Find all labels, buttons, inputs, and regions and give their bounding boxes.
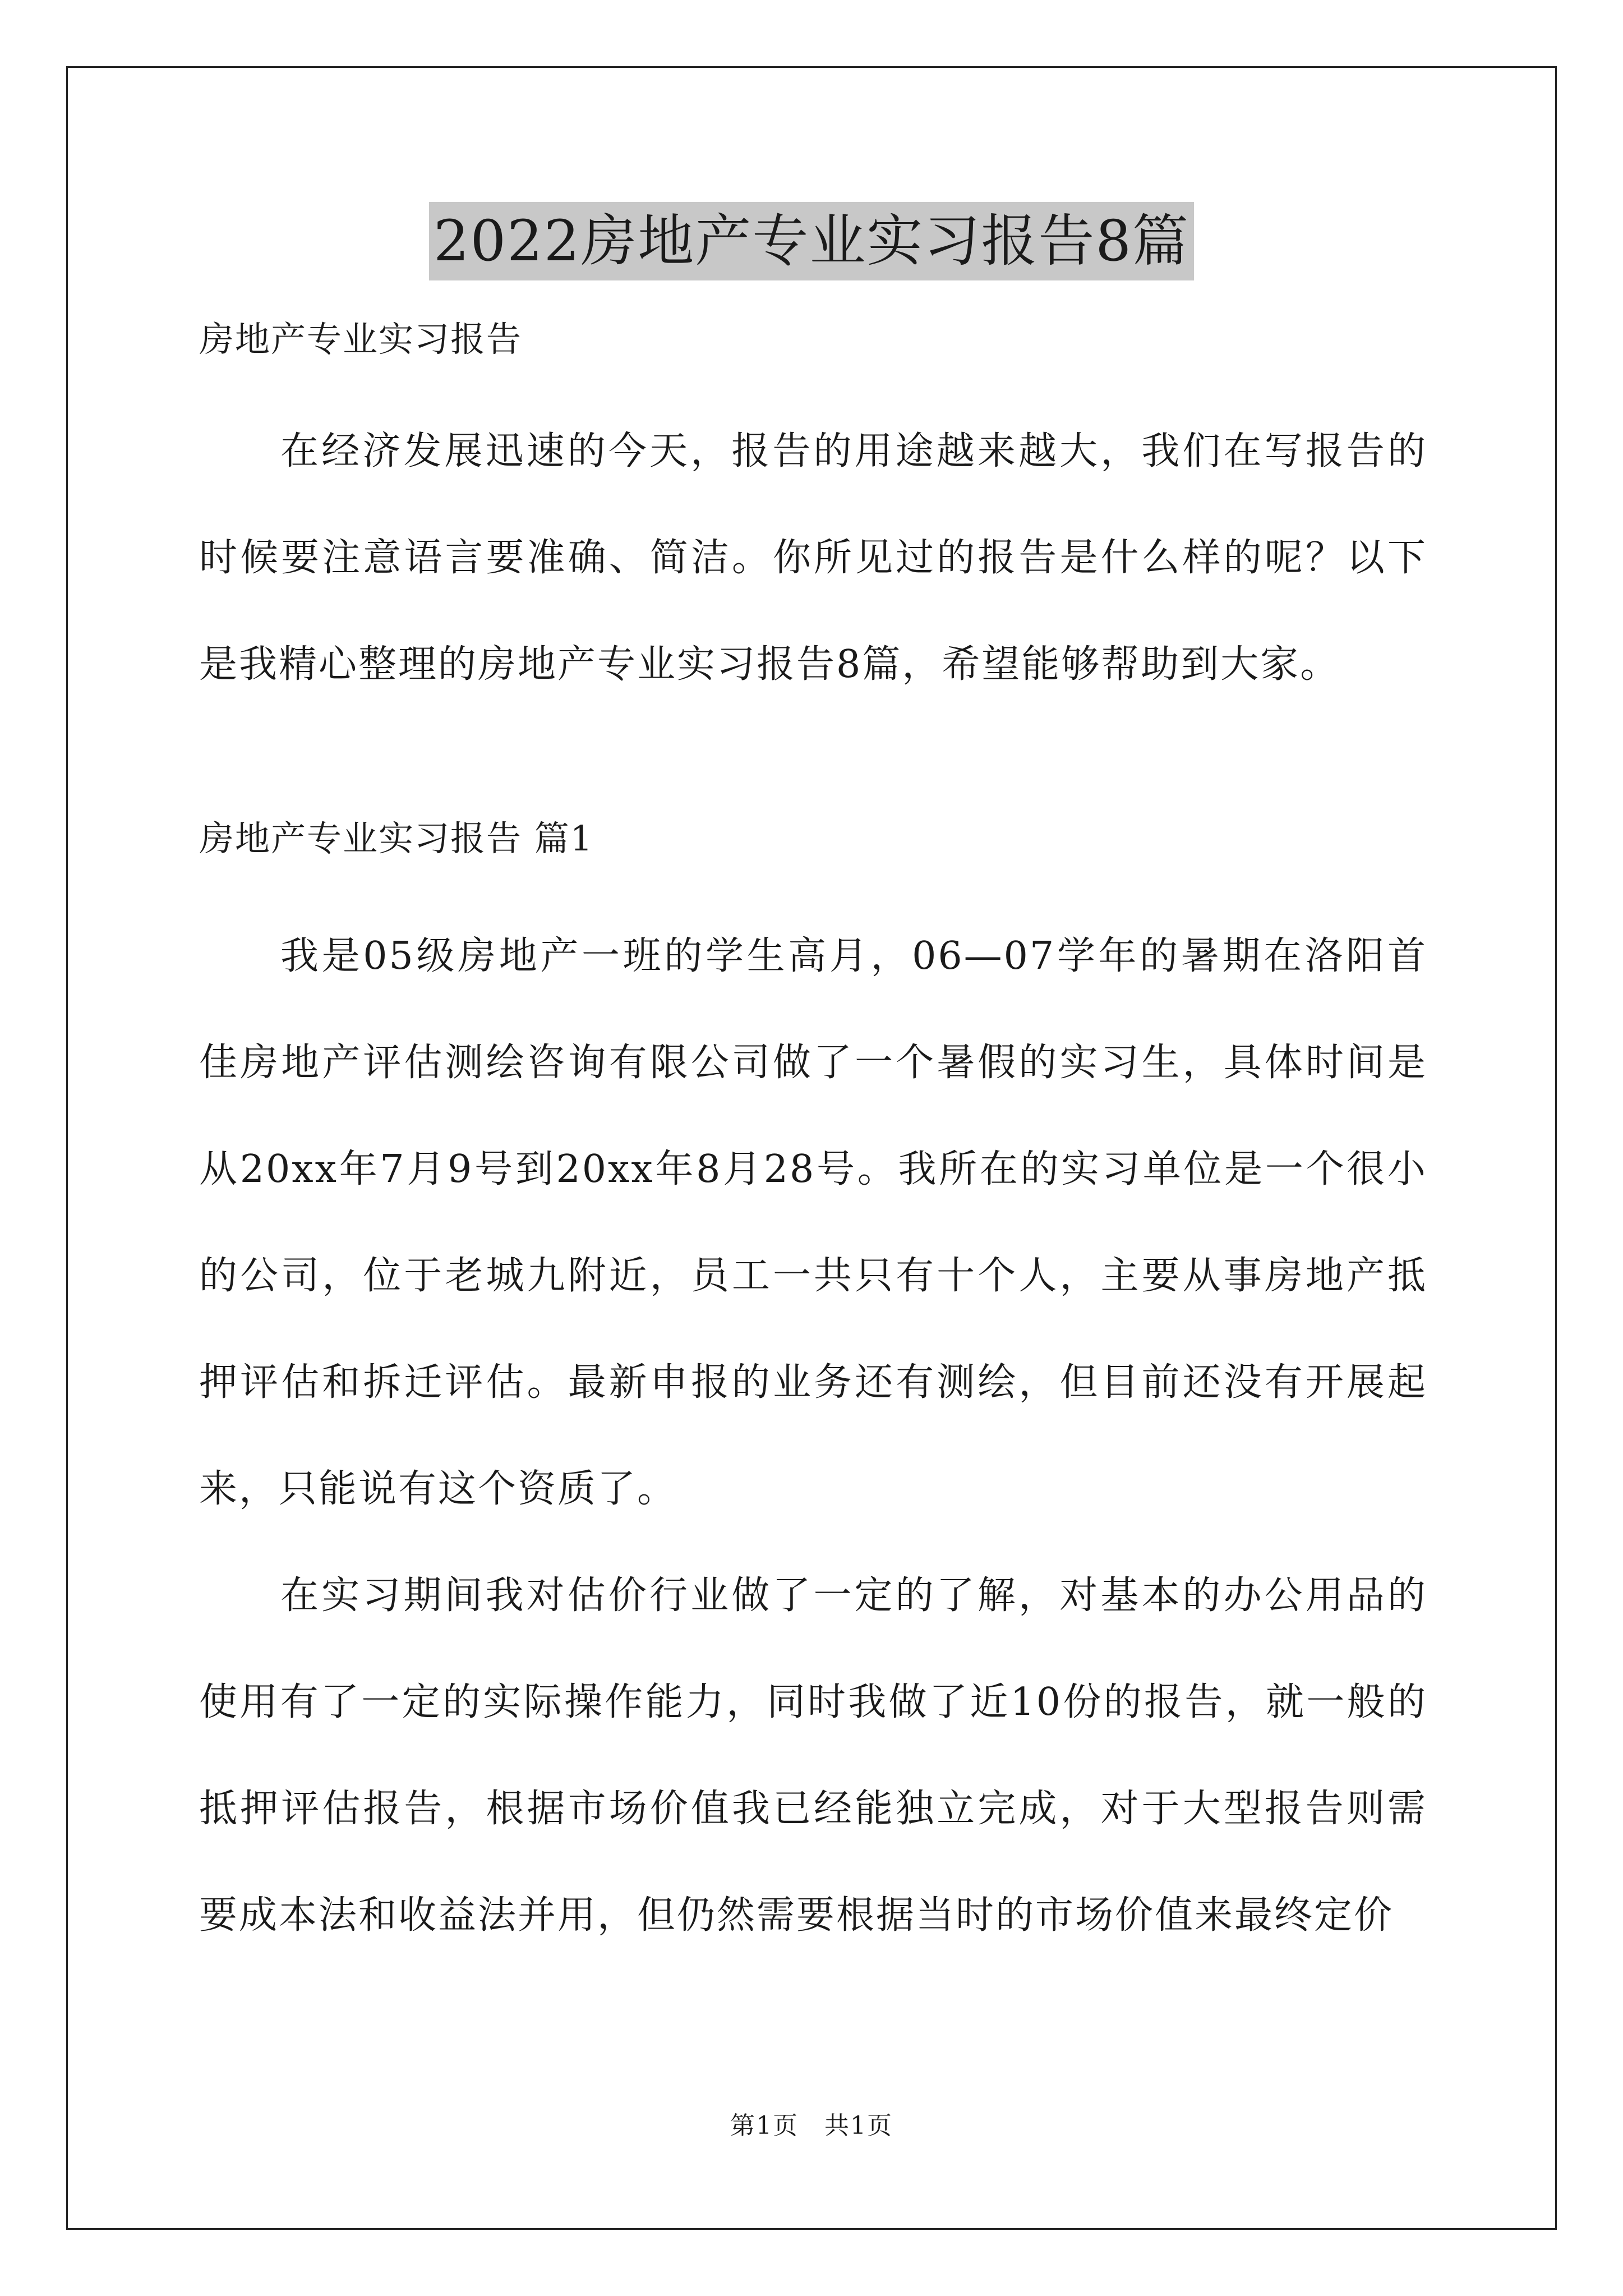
- document-body: [199, 314, 1427, 1969]
- section-paragraph: 我是05级房地产一班的学生高月，06—07学年的暑期在洛阳首佳房地产评估测绘咨询有限公司做了一个暑假的实习生，具体时间是从20xx年7月9号到20xx年8月28号。我所在的实习单位是一个很小的公司，位于老城九附近，员工一共只有十个人，主要从事房地产抵押评估和拆迁评估。最新申报的业务还有测绘，但目前还没有开展起来，只能说有这个资质了。: [199, 934, 1427, 1511]
- intro-paragraph: 在经济发展迅速的今天，报告的用途越来越大，我们在写报告的时候要注意语言要准确、简洁。你所见过的报告是什么样的呢？以下是我精心整理的房地产专业实习报告8篇，希望能够帮助到大家。: [199, 429, 1427, 687]
- page-footer: 第1页 共1页: [730, 2111, 893, 2140]
- section-heading: 房地产专业实习报告 篇1: [199, 818, 594, 859]
- title-container: [0, 202, 1623, 280]
- document-title: 2022房地产专业实习报告8篇: [429, 202, 1194, 280]
- section-paragraph: 在实习期间我对估价行业做了一定的了解，对基本的办公用品的使用有了一定的实际操作能力，同时我做了近10份的报告，就一般的抵押评估报告，根据市场价值我已经能独立完成，对于大型报告则需要成本法和收益法并用，但仍然需要根据当时的市场价值来最终定价: [199, 1573, 1427, 1938]
- subheading-main: 房地产专业实习报告: [199, 319, 523, 360]
